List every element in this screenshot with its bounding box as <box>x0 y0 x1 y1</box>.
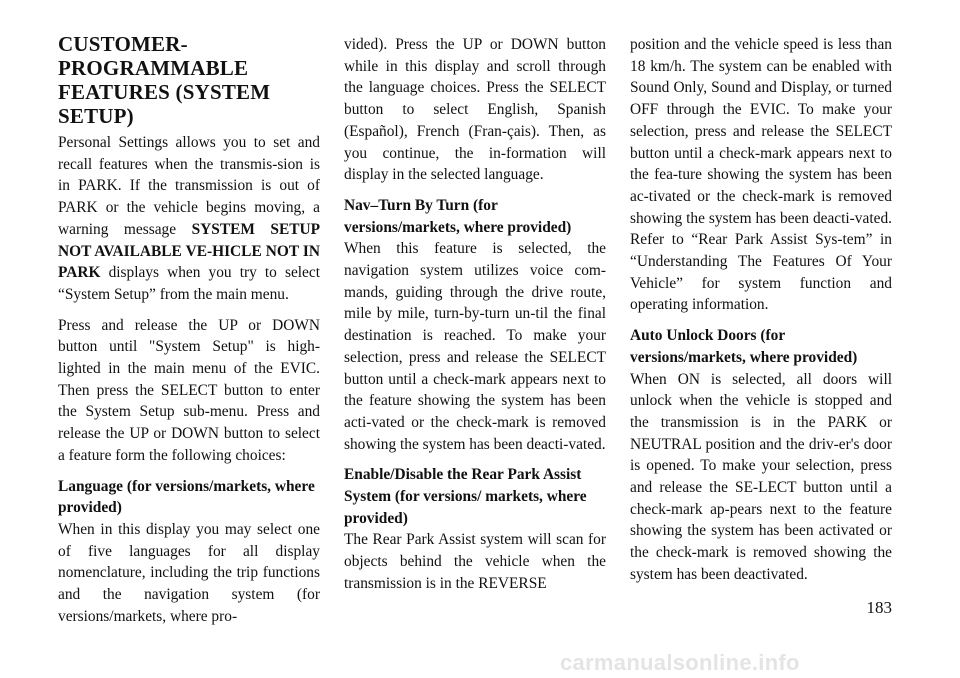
park-assist-paragraph-continued: position and the vehicle speed is less than 18 km/h. The system can be enabled with Sound Only, Sound and Display, or turned OFF through the EVIC. To make your selection, press and release the SELECT button until a check-mark appears next to the fea-ture showing the system has been ac-tivated or the check-mark is removed showing the system has been deacti-vated. Refer to “Rear Park Assist Sys-tem” in “Understanding The Features Of Your Vehicle” for system function and operating information. <box>630 36 892 314</box>
page-number: 183 <box>866 598 892 617</box>
language-heading: Language (for versions/markets, where provided) <box>58 477 315 517</box>
language-paragraph: When in this display you may select one of five languages for all display nomenclature, including the trip functions and the navigation system (for versions/markets, where pro- <box>58 520 320 625</box>
warning-message: SYSTEM SETUP NOT AVAILABLE VE-HICLE NOT IN PARK <box>58 220 320 282</box>
column-3 <box>630 34 892 586</box>
steps-paragraph: Press and release the UP or DOWN button until "System Setup" is high-lighted in the main menu of the EVIC. Then press the SELECT button to enter the System Setup sub-menu. Press and release the UP or DOWN button to select a feature form the following choices: <box>58 316 320 464</box>
intro-text-a: Personal Settings allows you to set and recall features when the transmis-sion is in PARK. If the transmission is out of PARK or the vehicle begins moving, a warning message <box>58 134 320 238</box>
intro-paragraph <box>58 132 320 306</box>
column-1 <box>58 32 320 627</box>
intro-text-b: displays when you try to select “System Setup” from the main menu. <box>58 264 320 303</box>
auto-unlock-heading: Auto Unlock Doors (for versions/markets, where provided) <box>630 327 858 366</box>
watermark: carmanualsonline.info <box>560 650 800 675</box>
column-2 <box>344 34 606 595</box>
language-paragraph-continued: vided). Press the UP or DOWN button while in this display and scroll through the language choices. Press the SELECT button to select English, Spanish (Español), French (Fran-çais). Then, as you continue, the in-formation will display in the selected language. <box>344 36 606 184</box>
nav-turn-heading: Nav–Turn By Turn (for versions/markets, where provided) <box>344 196 572 236</box>
nav-turn-paragraph: When this feature is selected, the navigation system utilizes voice com-mands, guiding through the drive route, mile by mile, turn-by-turn un-til the final destination is reached. To make your selection, press and release the SELECT button until a check-mark appears next to the feature showing the system has been acti-vated or the check-mark is removed showing the system has been deacti-vated. <box>344 240 606 453</box>
park-assist-heading: Enable/Disable the Rear Park Assist System (for versions/ markets, where provided) <box>344 466 587 527</box>
section-title: CUSTOMER-PROGRAMMABLE FEATURES (SYSTEM SETUP) <box>58 32 271 128</box>
park-assist-paragraph: The Rear Park Assist system will scan for objects behind the vehicle when the transmission is in the REVERSE <box>344 531 606 592</box>
auto-unlock-paragraph: When ON is selected, all doors will unlock when the vehicle is stopped and the transmission is in the PARK or NEUTRAL position and the driv-er's door is opened. To make your selection, press and release the SE-LECT button until a check-mark ap-pears next to the feature showing the system has been activated or the check-mark is removed showing the system has been deactivated. <box>630 370 892 583</box>
